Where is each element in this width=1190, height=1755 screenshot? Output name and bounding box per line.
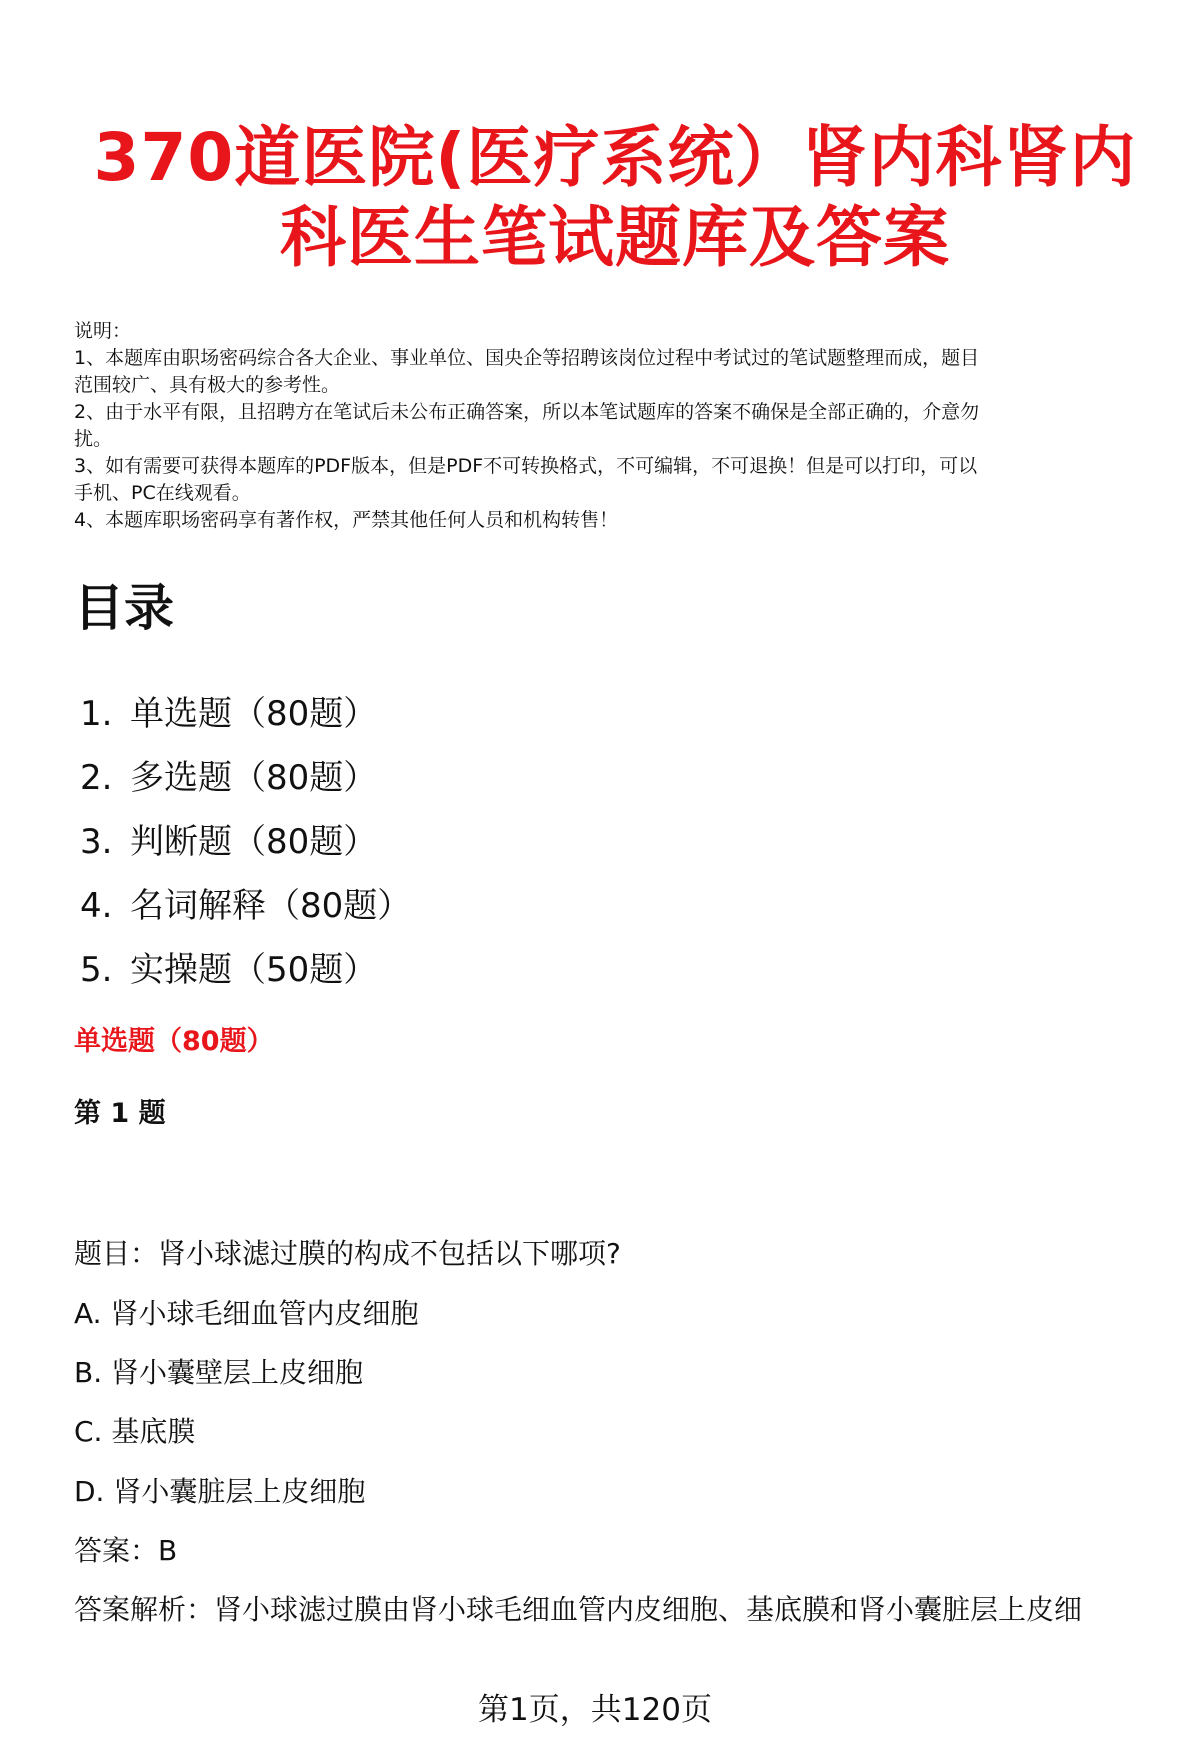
option-b: B. 肾小囊壁层上皮细胞 xyxy=(74,1356,364,1389)
document-title xyxy=(60,118,1170,278)
option-c: C. 基底膜 xyxy=(74,1415,196,1448)
toc-item-number: 3. xyxy=(80,822,113,862)
notes-line: 2、由于水平有限，且招聘方在笔试后未公布正确答案，所以本笔试题库的答案不确保是全部正确的，介意勿 xyxy=(74,401,980,423)
toc-item-number: 2. xyxy=(80,758,113,798)
title-line-1: 370道医院(医疗系统）肾内科肾内 xyxy=(93,119,1137,196)
toc-item-label: 多选题（80题） xyxy=(130,758,378,798)
notes-line: 1、本题库由职场密码综合各大企业、事业单位、国央企等招聘该岗位过程中考试过的笔试题整理而成，题目 xyxy=(74,347,980,369)
answer: 答案：B xyxy=(74,1534,178,1567)
toc-item-label: 名词解释（80题） xyxy=(130,886,412,926)
option-a: A. 肾小球毛细血管内皮细胞 xyxy=(74,1297,419,1330)
toc-item-label: 判断题（80题） xyxy=(130,822,378,862)
toc-item-term-definitions[interactable] xyxy=(80,874,411,938)
toc-item-multiple-choice[interactable] xyxy=(80,746,411,810)
question-stem: 题目：肾小球滤过膜的构成不包括以下哪项? xyxy=(74,1237,621,1270)
toc-item-single-choice[interactable] xyxy=(80,682,411,746)
page-footer: 第1页，共120页 xyxy=(478,1692,712,1728)
title-line-2: 科医生笔试题库及答案 xyxy=(280,199,950,276)
notes-line: 扰。 xyxy=(74,428,113,450)
notes-line: 说明： xyxy=(74,320,132,342)
toc-item-practical[interactable] xyxy=(80,938,411,1002)
toc-item-number: 5. xyxy=(80,950,113,990)
toc-item-label: 单选题（80题） xyxy=(130,694,378,734)
toc-item-number: 4. xyxy=(80,886,113,926)
notes-line: 3、如有需要可获得本题库的PDF版本，但是PDF不可转换格式，不可编辑，不可退换！但是可以打印，可以 xyxy=(74,455,978,477)
table-of-contents xyxy=(80,682,411,1002)
section-title: 单选题（80题） xyxy=(74,1026,274,1057)
notes-block xyxy=(74,318,1154,534)
toc-item-label: 实操题（50题） xyxy=(130,950,378,990)
notes-line: 范围较广、具有极大的参考性。 xyxy=(74,374,341,396)
answer-explanation: 答案解析：肾小球滤过膜由肾小球毛细血管内皮细胞、基底膜和肾小囊脏层上皮细 xyxy=(74,1593,1083,1626)
notes-line: 手机、PC在线观看。 xyxy=(74,482,251,504)
toc-item-true-false[interactable] xyxy=(80,810,411,874)
toc-heading: 目录 xyxy=(74,579,174,637)
notes-line: 4、本题库职场密码享有著作权，严禁其他任何人员和机构转售！ xyxy=(74,509,619,531)
question-number: 第 1 题 xyxy=(74,1098,166,1129)
toc-item-number: 1. xyxy=(80,694,113,734)
option-d: D. 肾小囊脏层上皮细胞 xyxy=(74,1475,366,1508)
